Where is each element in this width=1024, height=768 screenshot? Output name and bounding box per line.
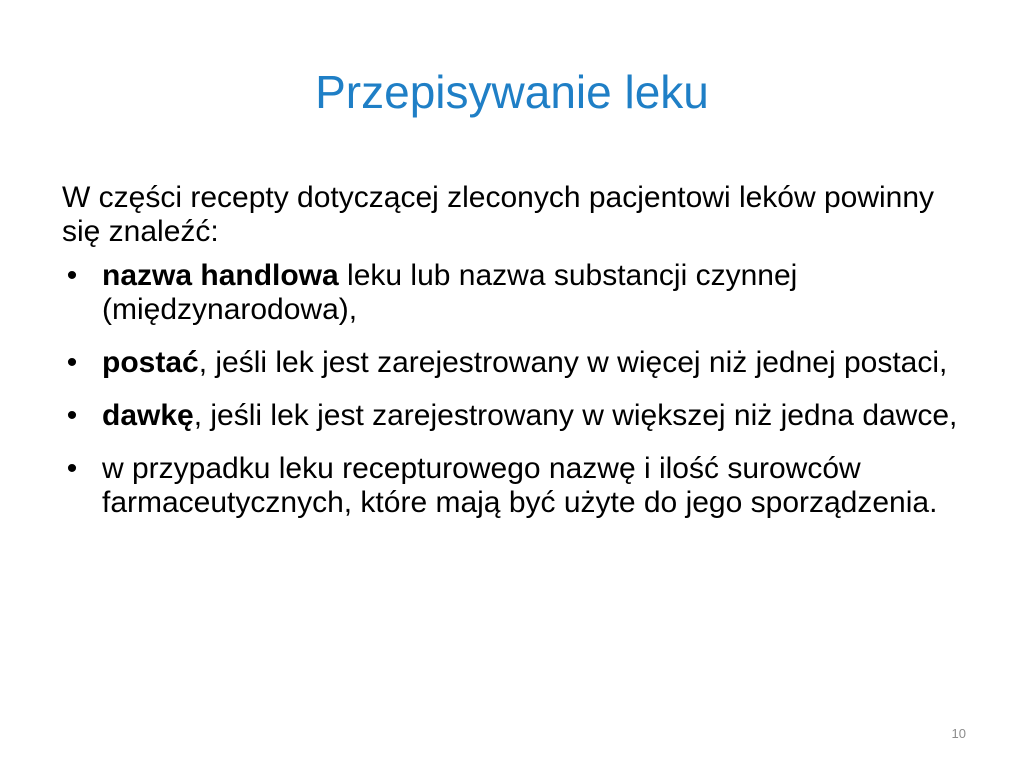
bullet-icon: • [66, 399, 78, 432]
item-bold-term: postać [102, 346, 199, 379]
bullet-icon: • [66, 452, 78, 485]
bullet-icon: • [66, 346, 78, 379]
list-item [62, 399, 972, 433]
item-text: w przypadku leku recepturowego nazwę i ilość surowców farmaceutycznych, które mają być użyte do jego sporządzenia. [102, 452, 938, 519]
item-bold-term: dawkę [102, 399, 194, 432]
list-item [62, 452, 972, 520]
bullet-icon: • [66, 259, 78, 292]
item-text: , jeśli lek jest zarejestrowany w więcej niż jednej postaci, [198, 346, 948, 379]
bullet-list [62, 259, 972, 520]
intro-paragraph: W części recepty dotyczącej zleconych pacjentowi leków powinny się znaleźć: [62, 181, 935, 248]
page-number: 10 [951, 726, 966, 741]
slide-body [62, 181, 972, 539]
list-item [62, 259, 972, 327]
item-bold-term: nazwa handlowa [102, 259, 339, 292]
slide-title: Przepisywanie leku [315, 66, 709, 118]
item-text: leku lub nazwa substancji czynnej (międzynarodowa), [102, 259, 798, 326]
item-text: , jeśli lek jest zarejestrowany w większej niż jedna dawce, [193, 399, 958, 432]
list-item [62, 346, 972, 380]
